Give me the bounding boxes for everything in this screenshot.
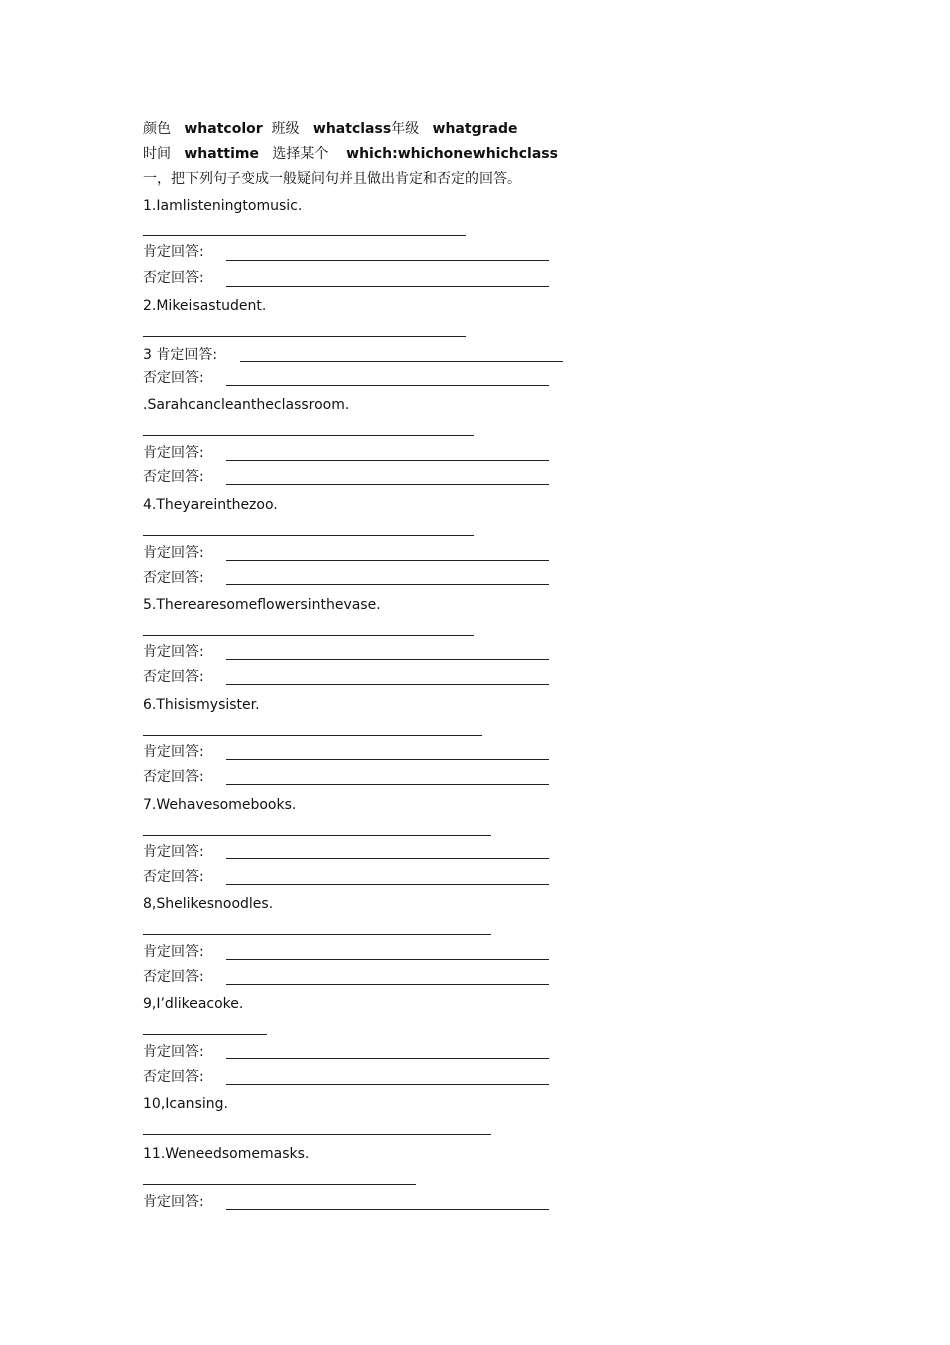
negative-line-1[interactable]: [226, 286, 549, 287]
positive-line-3[interactable]: [226, 460, 549, 461]
positive-label-4: 肯定回答:: [143, 545, 204, 561]
positive-line-5[interactable]: [226, 659, 549, 660]
answer-line-2[interactable]: [143, 336, 466, 337]
term-whatcolor: whatcolor: [184, 121, 263, 137]
sentence-7: 7.Wehavesomebooks.: [143, 797, 297, 813]
header-line-1: [143, 121, 517, 137]
positive-label-6: 肯定回答:: [143, 744, 204, 760]
positive-label-7: 肯定回答:: [143, 844, 204, 860]
negative-label-4: 否定回答:: [143, 570, 204, 586]
negative-label-5: 否定回答:: [143, 669, 204, 685]
answer-line-11[interactable]: [143, 1184, 416, 1185]
negative-label-1: 否定回答:: [143, 270, 204, 286]
negative-line-9[interactable]: [226, 1084, 549, 1085]
sentence-9: 9,I’dlikeacoke.: [143, 996, 244, 1012]
answer-line-3[interactable]: [143, 435, 474, 436]
answer-line-4[interactable]: [143, 535, 474, 536]
label-class-cn: 班级: [271, 121, 300, 137]
answer-line-1[interactable]: [143, 235, 466, 236]
answer-line-10[interactable]: [143, 1134, 491, 1135]
instruction: 一，把下列句子变成一般疑问句并且做出肯定和否定的回答。: [143, 171, 521, 187]
answer-line-7[interactable]: [143, 835, 491, 836]
positive-label-3: 肯定回答:: [143, 445, 204, 461]
negative-label-7: 否定回答:: [143, 869, 204, 885]
positive-line-11[interactable]: [226, 1209, 549, 1210]
label-choose-cn: 选择某个: [272, 146, 329, 162]
positive-line-8[interactable]: [226, 959, 549, 960]
negative-line-2[interactable]: [226, 385, 549, 386]
positive-label-8: 肯定回答:: [143, 944, 204, 960]
negative-label-3: 否定回答:: [143, 469, 204, 485]
sentence-3: .Sarahcancleantheclassroom.: [143, 397, 350, 413]
positive-label-11: 肯定回答:: [143, 1194, 204, 1210]
label-color-cn: 颜色: [143, 121, 171, 137]
label-time-cn: 时间: [143, 146, 171, 162]
answer-line-8[interactable]: [143, 934, 491, 935]
sentence-11: 11.Weneedsomemasks.: [143, 1146, 310, 1162]
negative-line-8[interactable]: [226, 984, 549, 985]
negative-line-6[interactable]: [226, 784, 549, 785]
negative-line-5[interactable]: [226, 684, 549, 685]
positive-label-9: 肯定回答:: [143, 1044, 204, 1060]
sentence-10: 10,Icansing.: [143, 1096, 228, 1112]
negative-line-4[interactable]: [226, 584, 549, 585]
term-whattime: whattime: [184, 146, 259, 162]
negative-label-9: 否定回答:: [143, 1069, 204, 1085]
positive-line-9[interactable]: [226, 1058, 549, 1059]
positive-label-2: 3 肯定回答:: [143, 347, 218, 363]
sentence-4: 4.Theyareinthezoo.: [143, 497, 278, 513]
term-whatclass: whatclass: [312, 121, 392, 137]
sentence-1: 1.Iamlisteningtomusic.: [143, 198, 303, 214]
answer-line-6[interactable]: [143, 735, 482, 736]
answer-line-9[interactable]: [143, 1034, 267, 1035]
negative-label-6: 否定回答:: [143, 769, 204, 785]
positive-line-2[interactable]: [240, 361, 563, 362]
positive-line-6[interactable]: [226, 759, 549, 760]
sentence-2: 2.Mikeisastudent.: [143, 298, 267, 314]
label-grade-cn: 年级: [391, 121, 420, 137]
positive-line-7[interactable]: [226, 858, 549, 859]
answer-line-5[interactable]: [143, 635, 474, 636]
positive-line-4[interactable]: [226, 560, 549, 561]
positive-label-1: 肯定回答:: [143, 244, 204, 260]
positive-label-5: 肯定回答:: [143, 644, 204, 660]
sentence-6: 6.Thisismysister.: [143, 697, 260, 713]
sentence-5: 5.Therearesomeflowersinthevase.: [143, 597, 381, 613]
term-whatgrade: whatgrade: [432, 121, 518, 137]
positive-line-1[interactable]: [226, 260, 549, 261]
negative-line-3[interactable]: [226, 484, 549, 485]
sentence-8: 8,Shelikesnoodles.: [143, 896, 274, 912]
negative-label-8: 否定回答:: [143, 969, 204, 985]
negative-label-2: 否定回答:: [143, 370, 204, 386]
header-line-2: [143, 146, 558, 162]
negative-line-7[interactable]: [226, 884, 549, 885]
term-which: which:whichonewhichclass: [346, 146, 558, 162]
